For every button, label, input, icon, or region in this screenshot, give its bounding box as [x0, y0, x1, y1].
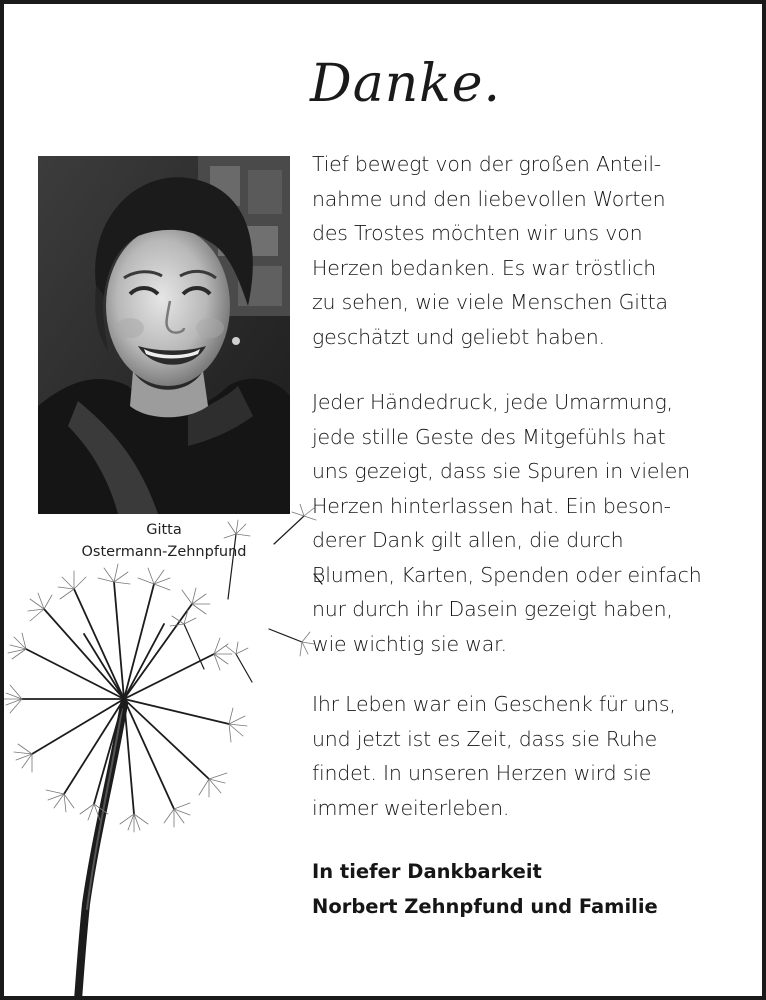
signature-closing: In tiefer Dankbarkeit: [312, 860, 542, 883]
paragraph-remembrance: [312, 687, 752, 825]
text-line: derer Dank gilt allen, die durch: [312, 528, 624, 552]
text-line: Tief bewegt von der großen Anteil-: [312, 152, 662, 176]
heading-danke: Danke.: [310, 54, 501, 114]
text-line: des Trostes möchten wir uns von: [312, 221, 643, 245]
text-line: nahme und den liebevollen Worten: [312, 186, 666, 211]
text-line: Herzen hinterlassen hat. Ein beson-: [312, 493, 671, 518]
text-line: geschätzt und geliebt haben.: [312, 324, 605, 349]
text-line: Ihr Leben war ein Geschenk für uns,: [312, 692, 676, 716]
text-line: immer weiterleben.: [312, 795, 510, 820]
paragraph-gratitude: [312, 147, 752, 354]
signature-names: Norbert Zehnpfund und Familie: [312, 895, 658, 918]
text-line: nur durch ihr Dasein gezeigt haben,: [312, 597, 673, 621]
text-line: Herzen bedanken. Es war tröstlich: [312, 255, 657, 280]
text-line: uns gezeigt, dass sie Spuren in vielen: [312, 459, 690, 483]
text-line: wie wichtig sie war.: [312, 631, 507, 656]
text-line: Jeder Händedruck, jede Umarmung,: [312, 390, 673, 414]
caption-full-name: Ostermann-Zehnpfund: [81, 544, 247, 560]
text-line: zu sehen, wie viele Menschen Gitta: [312, 290, 668, 314]
text-line: jede stille Geste des Mitgefühls hat: [312, 424, 666, 449]
portrait-photo: [38, 156, 290, 514]
text-line: Blumen, Karten, Spenden oder einfach: [312, 562, 702, 587]
photo-caption: [38, 519, 290, 563]
dandelion-illustration: [4, 504, 324, 1000]
paragraph-condolences: [312, 385, 752, 661]
signature-block: [312, 854, 658, 924]
caption-first-name: Gitta: [146, 522, 182, 538]
text-line: und jetzt ist es Zeit, dass sie Ruhe: [312, 726, 658, 751]
text-line: findet. In unseren Herzen wird sie: [312, 761, 652, 785]
